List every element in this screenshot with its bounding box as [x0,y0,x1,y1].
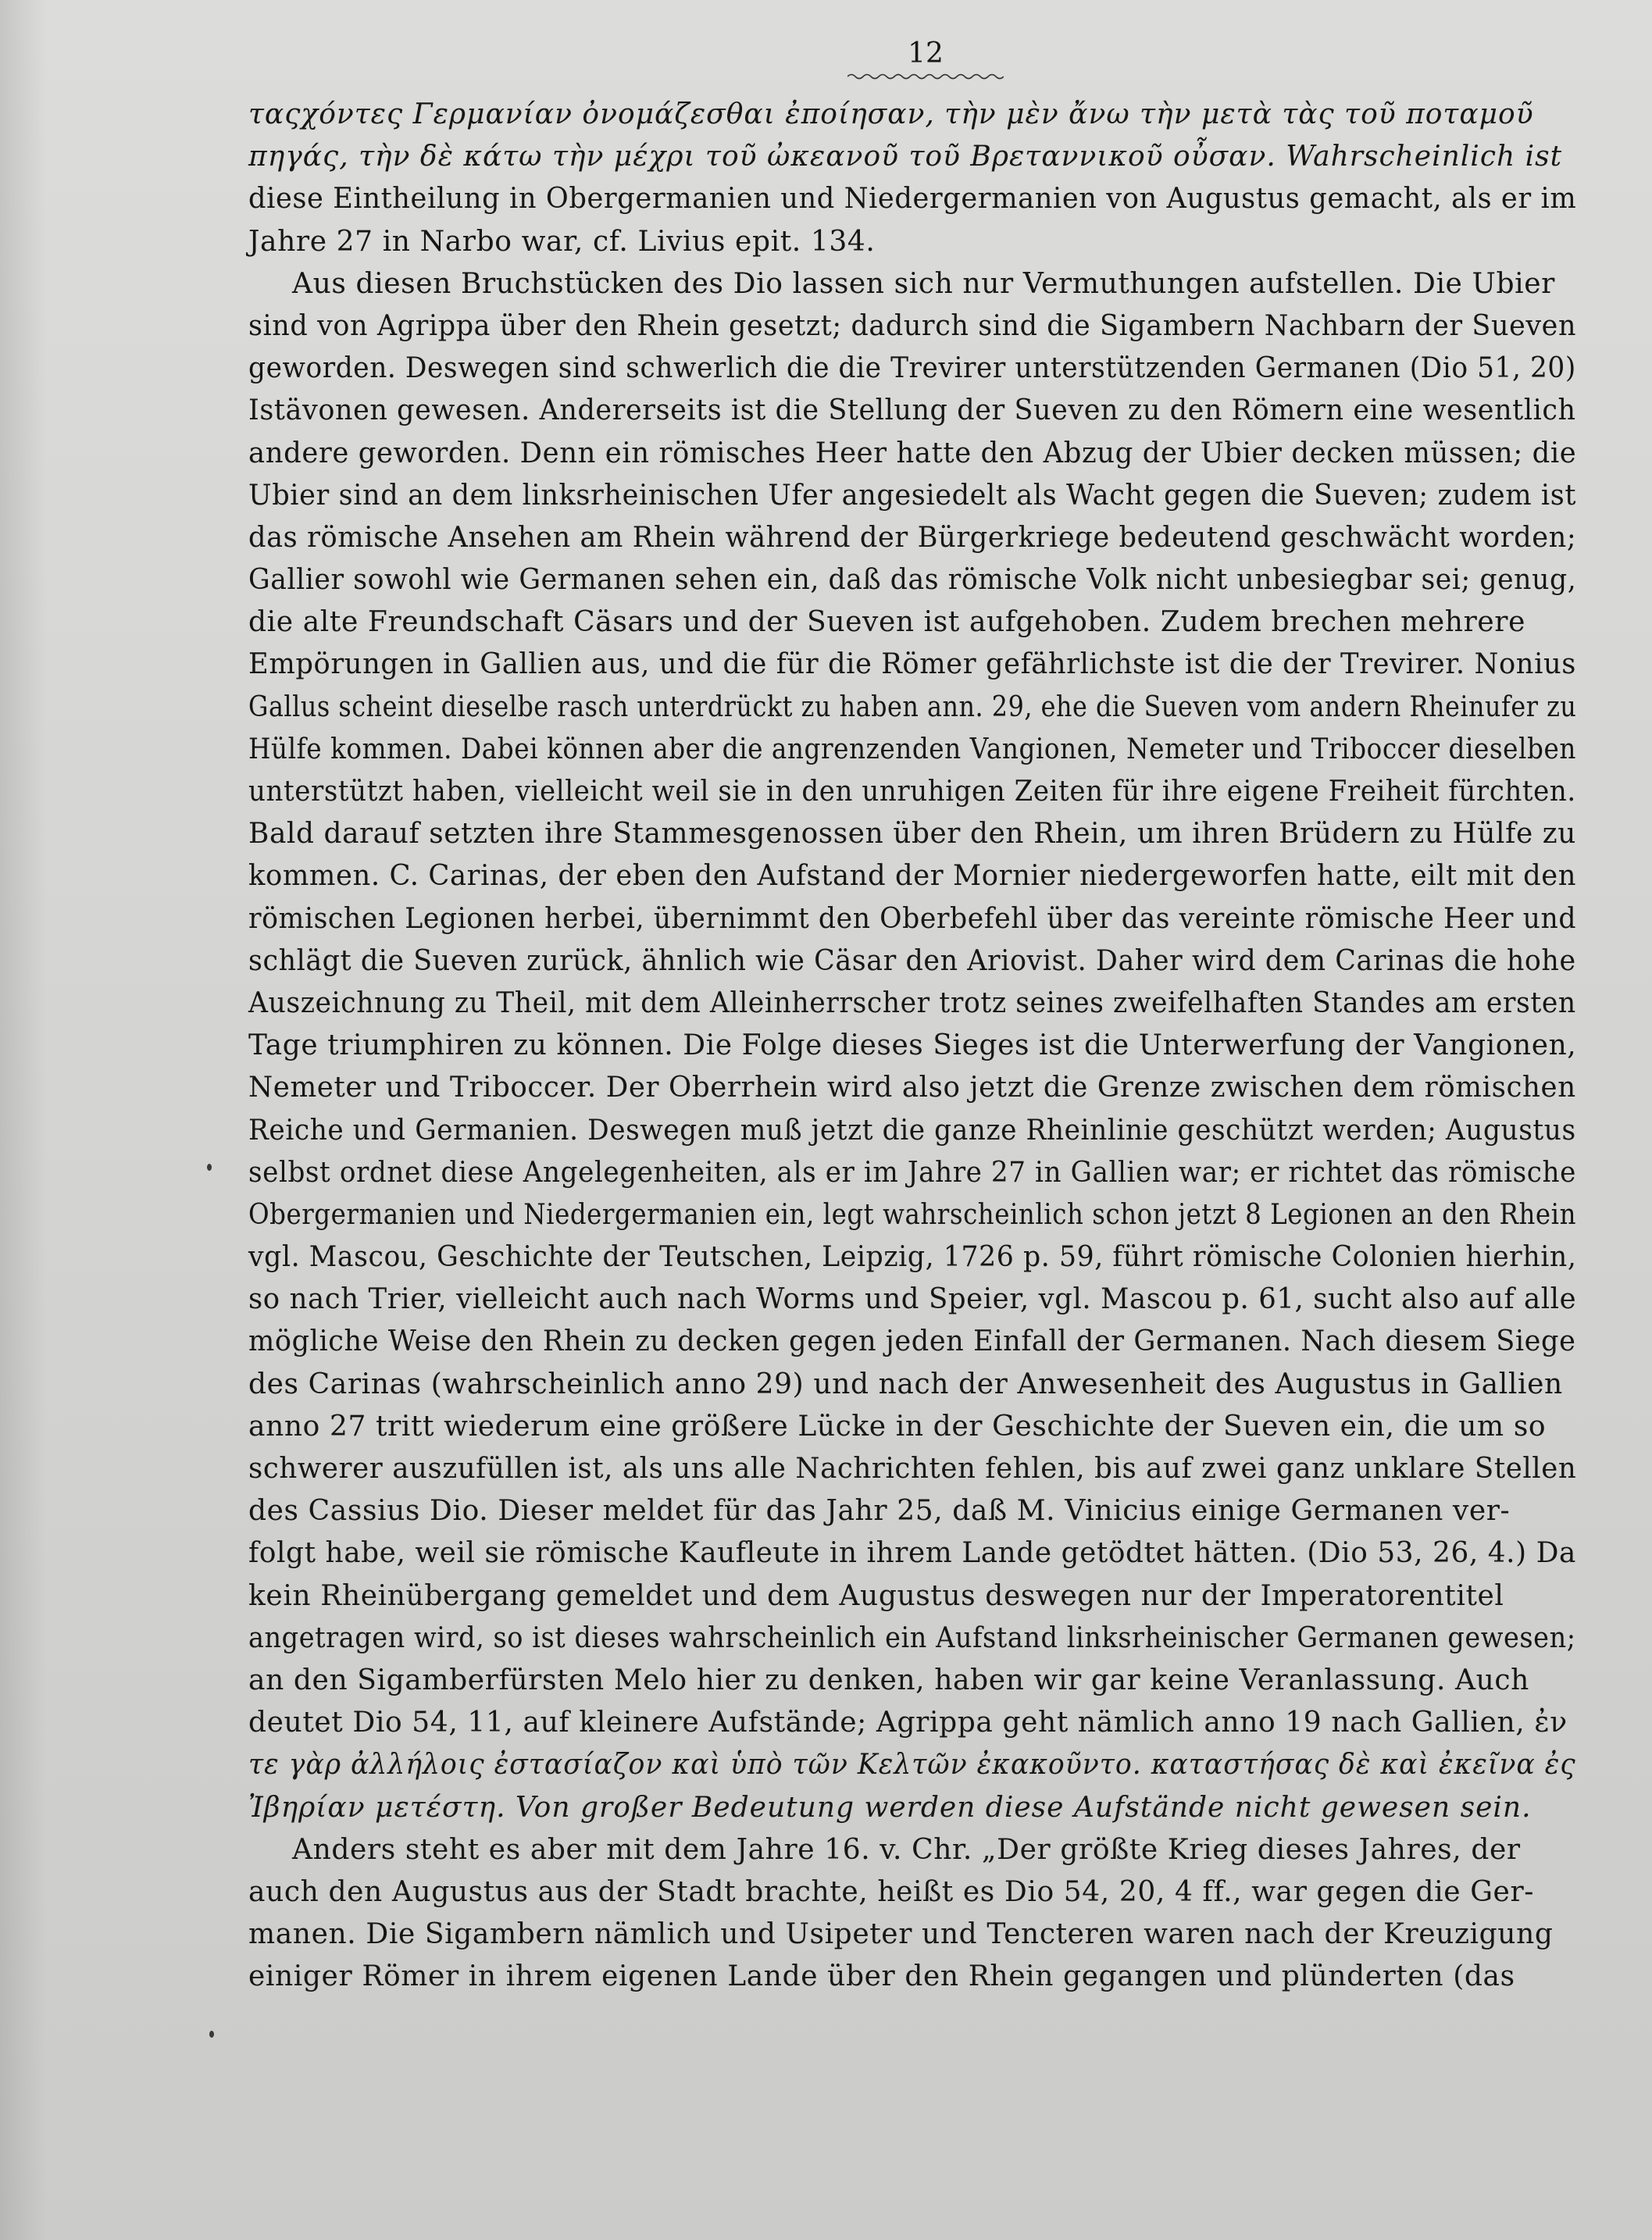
page-edge-shadow [0,0,47,2240]
text-line: andere geworden. Denn ein römisches Heer hatte den Abzug der Ubier decken müssen; die [248,437,1577,469]
text-line: Ubier sind an dem linksrheinischen Ufer angesiedelt als Wacht gegen die Sueven; zudem ist [248,479,1577,512]
page-number: 12 [908,37,944,70]
text-line: Nemeter und Triboccer. Der Oberrhein wird also jetzt die Grenze zwischen dem römischen [248,1072,1576,1104]
text-line: römischen Legionen herbei, übernimmt den Oberbefehl über das vereinte römische Heer und [248,902,1577,935]
text-line: die alte Freundschaft Cäsars und der Sueven ist aufgehoben. Zudem brechen mehrere [248,606,1526,639]
text-line: selbst ordnet diese Angelegenheiten, als er im Jahre 27 in Gallien war; er richtet das römische [248,1156,1576,1189]
text-line: manen. Die Sigambern nämlich und Usipeter und Tencteren waren nach der Kreuzigung [248,1918,1554,1951]
text-line: so nach Trier, vielleicht auch nach Worms und Speier, vgl. Mascou p. 61, sucht also auf alle [248,1283,1577,1316]
text-line: πηγάς, τὴν δὲ κάτω τὴν μέχρι τοῦ ὠκεανοῦ τοῦ Βρεταννικοῦ οὖσαν. Wahrscheinlich ist [248,141,1563,173]
text-line: Tage triumphiren zu können. Die Folge dieses Sieges ist die Unterwerfung der Vangionen, [248,1029,1577,1062]
wavy-rule-ornament-icon [847,73,1004,80]
text-line: kommen. C. Carinas, der eben den Aufstand der Mornier niedergeworfen hatte, eilt mit den [248,860,1577,893]
text-line: deutet Dio 54, 11, auf kleinere Aufstände; Agrippa geht nämlich anno 19 nach Gallien, ἐν [248,1707,1568,1739]
text-line: vgl. Mascou, Geschichte der Teutschen, Leipzig, 1726 p. 59, führt römische Colonien hierhin, [248,1241,1577,1274]
text-line: des Cassius Dio. Dieser meldet für das Jahr 25, daß M. Vinicius einige Germanen ver- [248,1495,1511,1528]
text-line: Reiche und Germanien. Deswegen muß jetzt die ganze Rheinlinie geschützt werden; Augustus [248,1114,1576,1147]
text-line: an den Sigamberfürsten Melo hier zu denken, haben wir gar keine Veranlassung. Auch [248,1664,1529,1696]
text-line: angetragen wird, so ist dieses wahrscheinlich ein Aufstand linksrheinischer Germanen gewesen; [248,1621,1576,1654]
text-line: kein Rheinübergang gemeldet und dem Augustus deswegen nur der Imperatorentitel [248,1579,1504,1612]
text-line: Anders steht es aber mit dem Jahre 16. v. Chr. „Der größte Krieg dieses Jahres, der [292,1833,1521,1866]
ink-speck [209,2031,214,2038]
text-line: einiger Römer in ihrem eigenen Lande über den Rhein gegangen und plünderten (das [248,1960,1515,1993]
ink-speck [207,1164,212,1171]
text-line: Jahre 27 in Narbo war, cf. Livius epit. 134. [248,225,876,258]
text-line: sind von Agrippa über den Rhein gesetzt; dadurch sind die Sigambern Nachbarn der Sueven [248,309,1577,342]
text-line: mögliche Weise den Rhein zu decken gegen jeden Einfall der Germanen. Nach diesem Siege [248,1325,1576,1358]
text-line: Auszeichnung zu Theil, mit dem Alleinherrscher trotz seines zweifelhaften Standes am ersten [248,986,1576,1019]
text-line: des Carinas (wahrscheinlich anno 29) und nach der Anwesenheit des Augustus in Gallien [248,1368,1563,1400]
body-text [248,94,1576,1998]
text-line: Aus diesen Bruchstücken des Dio lassen sich nur Vermuthungen aufstellen. Die Ubier [292,267,1555,300]
text-line: schwerer auszufüllen ist, als uns alle Nachrichten fehlen, bis auf zwei ganz unklare Stellen [248,1453,1577,1485]
text-line: Bald darauf setzten ihre Stammesgenossen über den Rhein, um ihren Brüdern zu Hülfe zu [248,818,1576,851]
text-line: unterstützt haben, vielleicht weil sie in den unruhigen Zeiten für ihre eigene Freiheit fürchten. [248,776,1576,808]
text-line: anno 27 tritt wiederum eine größere Lücke in der Geschichte der Sueven ein, die um so [248,1410,1547,1443]
text-line: schlägt die Sueven zurück, ähnlich wie Cäsar den Ariovist. Daher wird dem Carinas die hohe [248,944,1576,977]
text-line: τε γὰρ ἀλλήλοις ἐστασίαζον καὶ ὑπὸ τῶν Κελτῶν ἐκακοῦντο. καταστήσας δὲ καὶ ἐκεῖνα ἐς [248,1749,1576,1782]
text-line: das römische Ansehen am Rhein während der Bürgerkriege bedeutend geschwächt worden; [248,521,1577,554]
text-line: auch den Augustus aus der Stadt brachte, heißt es Dio 54, 20, 4 ff., war gegen die Ger- [248,1875,1535,1908]
text-line: folgt habe, weil sie römische Kaufleute in ihrem Lande getödtet hätten. (Dio 53, 26, 4.) Da [248,1537,1576,1570]
text-line: geworden. Deswegen sind schwerlich die die Trevirer unterstützenden Germanen (Dio 51, 20) [248,352,1576,385]
text-line: diese Eintheilung in Obergermanien und Niedergermanien von Augustus gemacht, als er im [248,183,1577,216]
text-line: Gallus scheint dieselbe rasch unterdrückt zu haben ann. 29, ehe die Sueven vom andern Rheinufer zu [248,690,1577,723]
text-line: Obergermanien und Niedergermanien ein, legt wahrscheinlich schon jetzt 8 Legionen an den Rhein [248,1198,1577,1231]
text-line: Gallier sowohl wie Germanen sehen ein, daß das römische Volk nicht unbesiegbar sei; genug, [248,564,1577,597]
text-line: Hülfe kommen. Dabei können aber die angrenzenden Vangionen, Nemeter und Triboccer dieselben [248,733,1576,765]
text-line: ταςχόντες Γερμανίαν ὀνομάζεσθαι ἐποίησαν, τὴν μὲν ἄνω τὴν μετὰ τὰς τοῦ ποταμοῦ [248,98,1534,130]
text-line: Empörungen in Gallien aus, und die für die Römer gefährlichste ist die der Trevirer. Nonius [248,648,1576,681]
text-line: Istävonen gewesen. Andererseits ist die Stellung der Sueven zu den Römern eine wesentlich [248,394,1576,427]
text-line: Ἰβηρίαν μετέστη. Von großer Bedeutung werden diese Aufstände nicht gewesen sein. [248,1791,1532,1824]
